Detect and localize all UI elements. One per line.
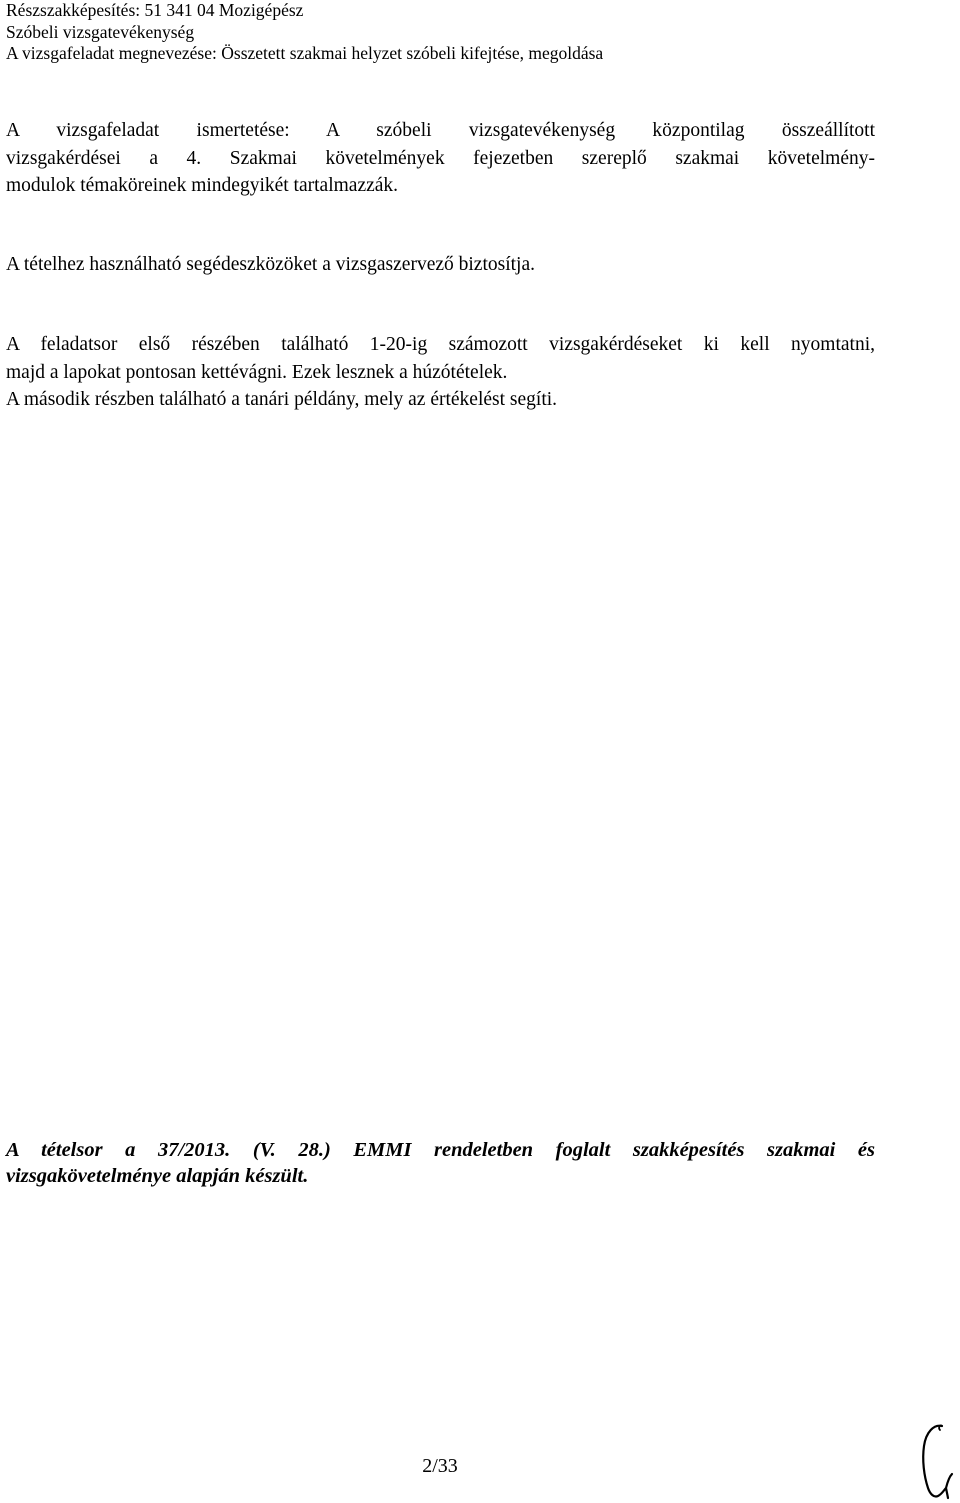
paragraph-instructions bbox=[6, 331, 875, 414]
regulation-note-line: vizsgakövetelménye alapján készült. bbox=[6, 1165, 309, 1187]
paragraph-line: A feladatsor első részében található 1-20-ig számozott vizsgakérdéseket ki kell nyomtatni, bbox=[6, 334, 875, 355]
paragraph-line: vizsgakérdései a 4. Szakmai követelmények fejezetben szereplő szakmai követelmény- bbox=[6, 147, 875, 169]
document-header bbox=[6, 0, 946, 65]
paragraph-line: majd a lapokat pontosan kettévágni. Ezek lesznek a húzótételek. bbox=[6, 361, 508, 383]
paragraph-line: modulok témaköreinek mindegyikét tartalmazzák. bbox=[6, 175, 399, 196]
signature-mark bbox=[912, 1418, 956, 1502]
paragraph-tools bbox=[6, 251, 875, 279]
paragraph-line: A második részben található a tanári példány, mely az értékelést segíti. bbox=[6, 389, 558, 410]
paragraph-task-description bbox=[6, 117, 875, 200]
paragraph-line: A tételhez használható segédeszközöket a vizsgaszervező biztosítja. bbox=[6, 254, 535, 275]
header-task-name: A vizsgafeladat megnevezése: Összetett szakmai helyzet szóbeli kifejtése, megoldása bbox=[6, 43, 604, 63]
paragraph-line: A vizsgafeladat ismertetése: A szóbeli vizsgatevékenység központilag összeállított bbox=[6, 120, 875, 141]
page-number: 2/33 bbox=[422, 1455, 458, 1477]
regulation-note-line: A tételsor a 37/2013. (V. 28.) EMMI rendeletben foglalt szakképesítés szakmai és bbox=[6, 1139, 875, 1161]
regulation-note bbox=[6, 1137, 875, 1189]
header-exam-activity: Szóbeli vizsgatevékenység bbox=[6, 21, 195, 42]
header-qualification: Részszakképesítés: 51 341 04 Mozigépész bbox=[6, 0, 304, 20]
